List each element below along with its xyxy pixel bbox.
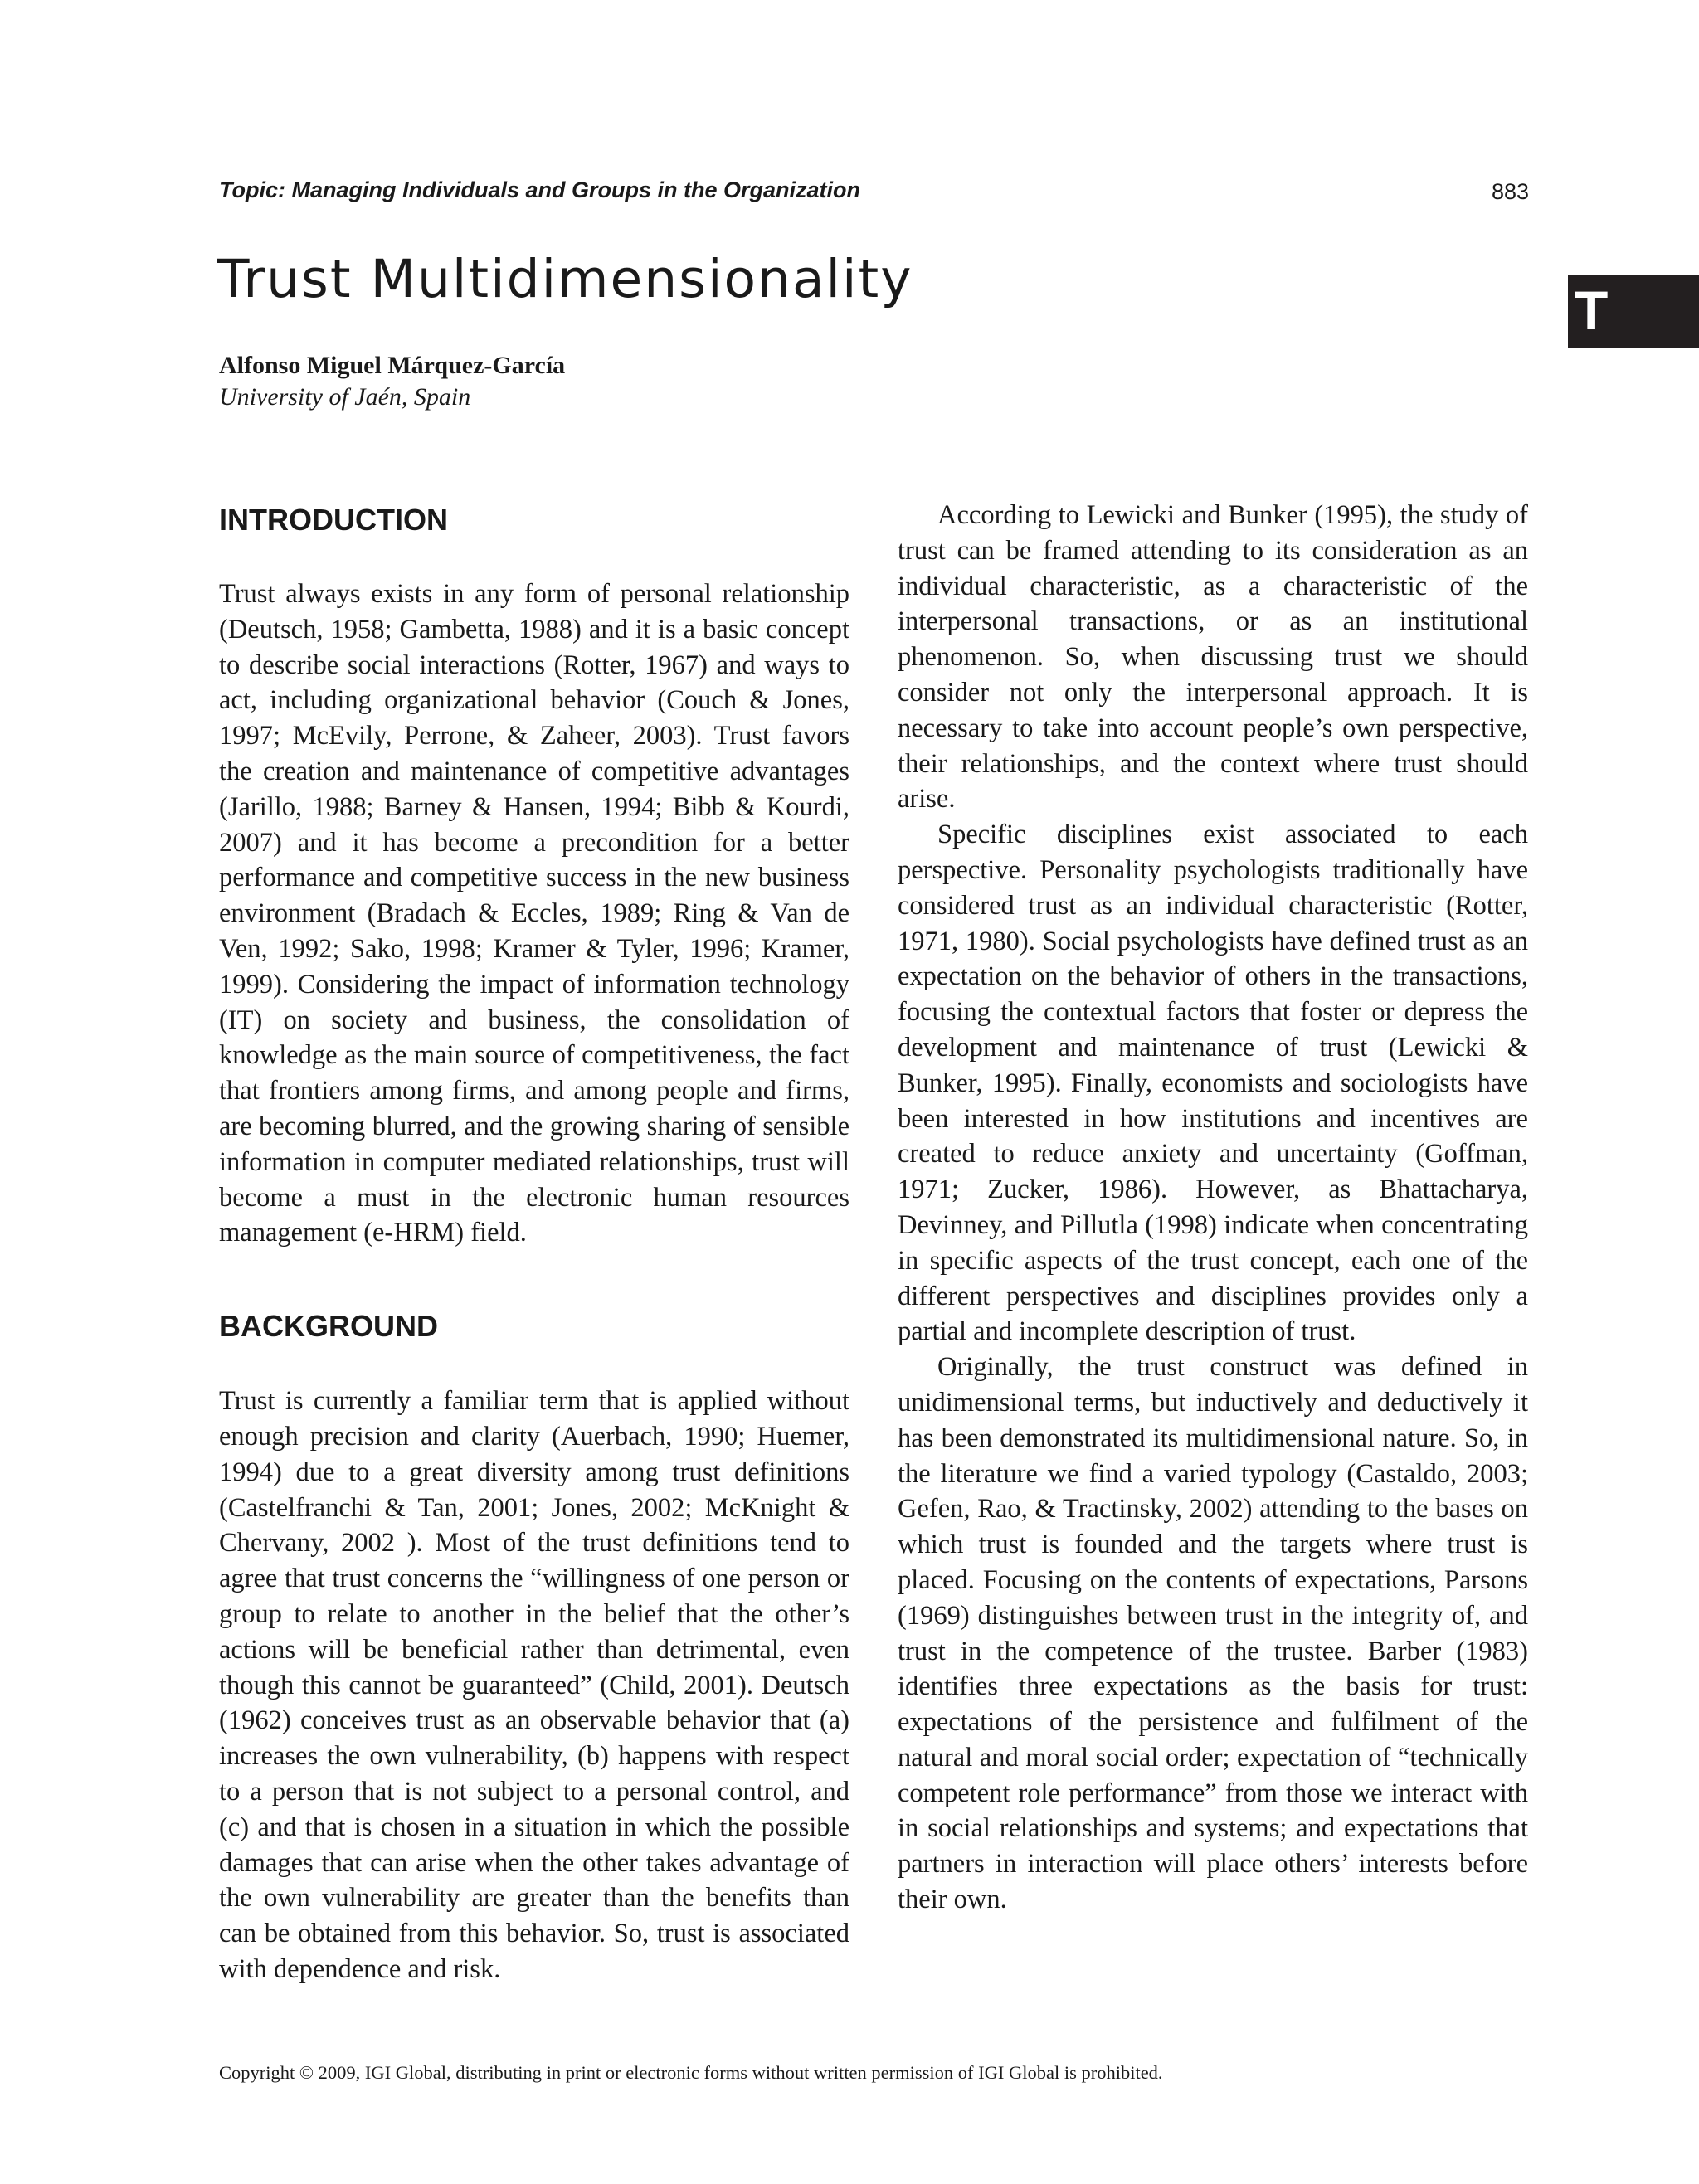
background-paragraph-4: Originally, the trust construct was defined in unidimensional terms, but inductively and deductively it has been demonstrated its multidimensional nature. So, in the literature we find a varied typology (Castaldo, 2003; Gefen, Rao, & Tractinsky, 2002) attending to the bases on which trust is founded and the targets where trust is placed. Focusing on the contents of expectations, Parsons (1969) distinguishes between trust in the integrity of, and trust in the competence of the trustee. Barber (1983) identifies three expectations as the basis for trust: expectations of the persistence and fulfilment of the natural and moral social order; expectation of “technically competent role performance” from those we interact with in social relationships and systems; and expectations that partners in interaction will place others’ interests before their own.: [898, 1352, 1528, 1915]
author-name: Alfonso Miguel Márquez-García: [219, 352, 566, 379]
page-number: 883: [1491, 179, 1529, 204]
text-column-left: [219, 498, 850, 1987]
introduction-heading: INTRODUCTION: [219, 503, 448, 537]
article-title: Trust Multidimensionality: [217, 249, 913, 309]
author-affiliation: University of Jaén, Spain: [219, 383, 471, 411]
background-paragraph-3: Specific disciplines exist associated to each perspective. Personality psychologists traditionally have considered trust as an individual characteristic (Rotter, 1971, 1980). Social psychologists have defined trust as an expectation on the behavior of others in the transactions, focusing the contextual factors that foster or depress the development and maintenance of trust (Lewicki & Bunker, 1995). Finally, economists and sociologists have been interested in how institutions and incentives are created to reduce anxiety and uncertainty (Goffman, 1971; Zucker, 1986). However, as Bhattacharya, Devinney, and Pillutla (1998) indicate when concentrating in specific aspects of the trust concept, each one of the different perspectives and disciplines provides only a partial and incomplete description of trust.: [898, 820, 1528, 1347]
background-paragraph-1: Trust is currently a familiar term that is applied without enough precision and clarity (Auerbach, 1990; Huemer, 1994) due to a great diversity among trust definitions (Castelfranchi & Tan, 2001; Jones, 2002; McKnight & Chervany, 2002 ). Most of the trust definitions tend to agree that trust concerns the “willingness of one person or group to relate to another in the belief that the other’s actions will be beneficial rather than detrimental, even though this cannot be guaranteed” (Child, 2001). Deutsch (1962) conceives trust as an observable behavior that (a) increases the own vulnerability, (b) happens with respect to a person that is not subject to a personal control, and (c) and that is chosen in a situation in which the possible damages that can arise when the other takes advantage of the own vulnerability are greater than the benefits than can be obtained from this behavior. So, trust is associated with dependence and risk.: [219, 1386, 850, 1984]
running-header-topic: Topic: Managing Individuals and Groups in the Organization: [219, 178, 861, 202]
background-heading: BACKGROUND: [219, 1309, 438, 1344]
background-paragraph-2: According to Lewicki and Bunker (1995), the study of trust can be framed attending to its consideration as an individual characteristic, as a characteristic of the interpersonal transactions, or as an institutional phenomenon. So, when discussing trust we should consider not only the interpersonal approach. It is necessary to take into account people’s own perspective, their relationships, and the context where trust should arise.: [898, 500, 1528, 815]
section-tab-letter: T: [1575, 280, 1609, 341]
copyright-notice: Copyright © 2009, IGI Global, distributing in print or electronic forms without written permission of IGI Global is prohibited.: [219, 2062, 1163, 2083]
introduction-paragraph: Trust always exists in any form of personal relationship (Deutsch, 1958; Gambetta, 1988) and it is a basic concept to describe social interactions (Rotter, 1967) and ways to act, including organizational behavior (Couch & Jones, 1997; McEvily, Perrone, & Zaheer, 2003). Trust favors the creation and maintenance of competitive advantages (Jarillo, 1988; Barney & Hansen, 1994; Bibb & Kourdi, 2007) and it has become a precondition for a better performance and competitive success in the new business environment (Bradach & Eccles, 1989; Ring & Van de Ven, 1992; Sako, 1998; Kramer & Tyler, 1996; Kramer, 1999). Considering the impact of information technology (IT) on society and business, the consolidation of knowledge as the main source of competitiveness, the fact that frontiers among firms, and among people and firms, are becoming blurred, and the growing sharing of sensible information in computer mediated relationships, trust will become a must in the electronic human resources management (e-HRM) field.: [219, 579, 850, 1248]
text-column-right: [898, 498, 1528, 1918]
section-thumb-tab: [1568, 275, 1699, 348]
